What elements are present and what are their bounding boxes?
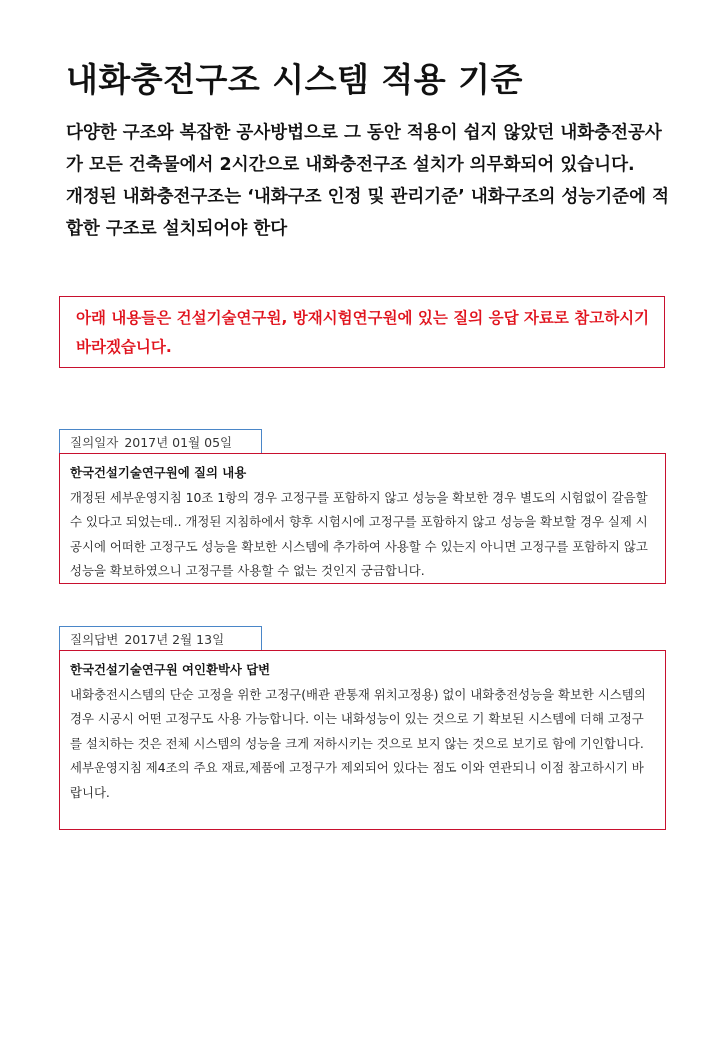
question-date-value: 2017년 01월 05일 — [124, 435, 233, 450]
notice-text: 아래 내용들은 건설기술연구원, 방재시험연구원에 있는 질의 응답 자료로 참고하시기 바라겠습니다. — [76, 309, 650, 356]
question-heading: 한국건설기술연구원에 질의 내용 — [70, 465, 247, 480]
notice-box — [59, 296, 665, 368]
intro-paragraph: 개정된 내화충전구조는 ‘내화구조 인정 및 관리기준’ 내화구조의 성능기준에 적합한 구조로 설치되어야 한다 — [66, 187, 669, 239]
question-date-label: 질의일자 — [70, 435, 119, 450]
answer-heading: 한국건설기술연구원 여인환박사 답변 — [70, 662, 271, 677]
answer-paragraph: 내화충전시스템의 단순 고정을 위한 고정구(배관 관통재 위치고정용) 없이 내화충전성능을 확보한 시스템의 경우 시공시 어떤 고정구도 사용 가능합니다. 이는 내화성능이 있는 것으로 기 확보된 시스템에 더해 고정구를 설치하는 것은 전체 시스템의 성능을 크게 저하시키는 것으로 보지 않는 것으로 보기로 함에 기인합니다. — [70, 686, 646, 751]
page-title: 내화충전구조 시스템 적용 기준 — [66, 60, 523, 99]
intro-paragraph: 다양한 구조와 복잡한 공사방법으로 그 동안 적용이 쉽지 않았던 내화충전공사가 모든 건축물에서 2시간으로 내화충전구조 설치가 의무화되어 있습니다. — [66, 123, 662, 175]
answer-date-value: 2017년 2월 13일 — [124, 632, 225, 647]
answer-paragraph: 세부운영지침 제4조의 주요 재료,제품에 고정구가 제외되어 있다는 점도 이와 연관되니 이점 참고하시기 바랍니다. — [70, 760, 644, 800]
answer-date-label: 질의답변 — [70, 632, 119, 647]
question-box — [59, 453, 666, 584]
question-body: 개정된 세부운영지침 10조 1항의 경우 고정구를 포함하지 않고 성능을 확보한 경우 별도의 시험없이 갈음할 수 있다고 되었는데.. 개정된 지침하에서 향후 시험시에 고정구를 포함하지 않고 성능을 확보할 경우 실제 시공시에 어떠한 고정구도 성능을 확보한 시스템에 추가하여 사용할 수 있는지 아니면 고정구를 포함하지 않고 성능을 확보하였으니 고정구를 사용할 수 없는 것인지 궁금합니다. — [70, 489, 648, 578]
answer-box — [59, 650, 666, 830]
answer-date-tab — [59, 626, 262, 650]
question-date-tab — [59, 429, 262, 453]
intro-text — [66, 117, 676, 245]
